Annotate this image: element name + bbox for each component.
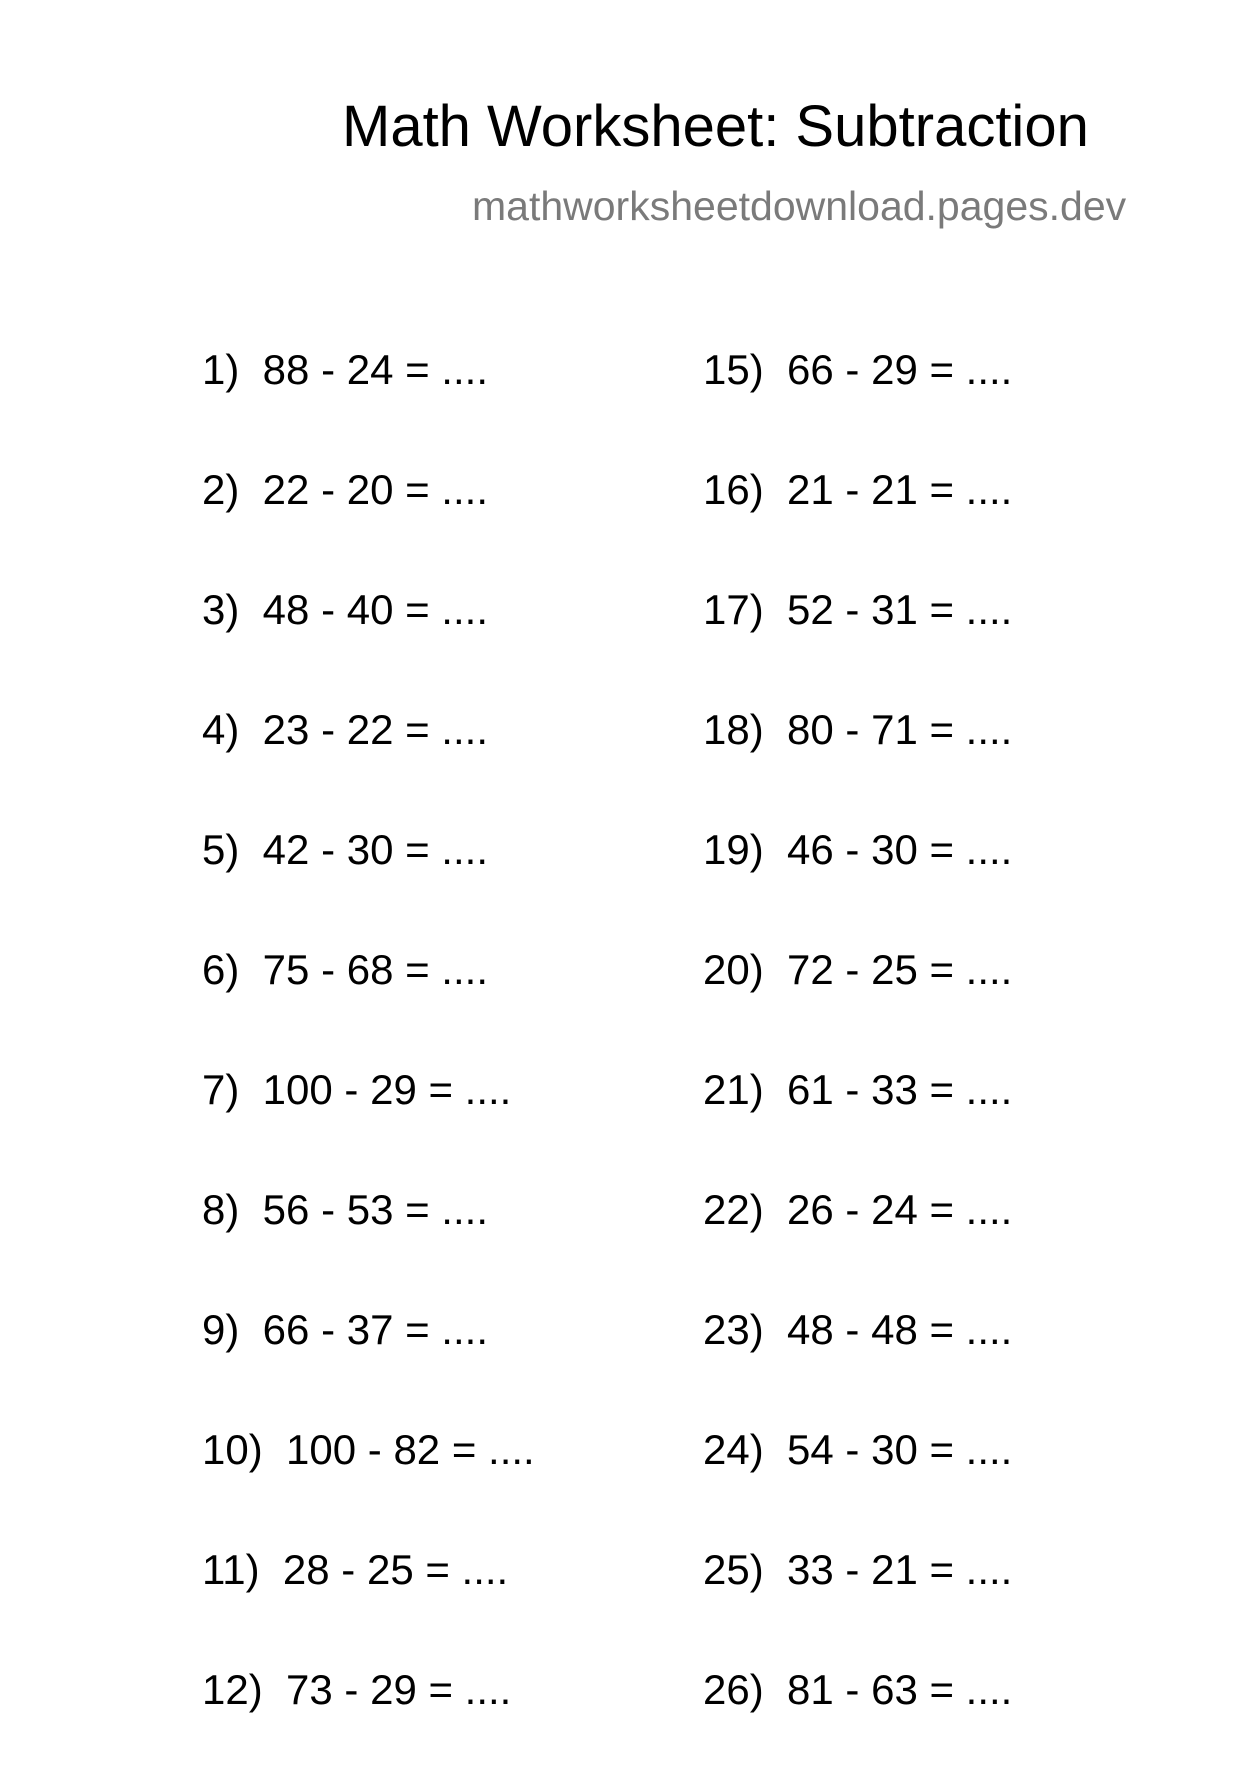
- problem-20: 20) 72 - 25 = ....: [703, 946, 1013, 993]
- problem-2: 2) 22 - 20 = ....: [202, 466, 488, 513]
- problem-18: 18) 80 - 71 = ....: [703, 706, 1013, 753]
- problem-list-left: [202, 346, 535, 1789]
- problem-21: 21) 61 - 33 = ....: [703, 1066, 1013, 1113]
- problem-list-right: [703, 346, 1013, 1789]
- problem-11: 11) 28 - 25 = ....: [202, 1546, 509, 1593]
- problem-3: 3) 48 - 40 = ....: [202, 586, 488, 633]
- problem-16: 16) 21 - 21 = ....: [703, 466, 1013, 513]
- problem-10: 10) 100 - 82 = ....: [202, 1426, 535, 1473]
- problem-9: 9) 66 - 37 = ....: [202, 1306, 488, 1353]
- problem-17: 17) 52 - 31 = ....: [703, 586, 1013, 633]
- problem-19: 19) 46 - 30 = ....: [703, 826, 1013, 873]
- problem-23: 23) 48 - 48 = ....: [703, 1306, 1013, 1353]
- problem-15: 15) 66 - 29 = ....: [703, 346, 1013, 393]
- problem-1: 1) 88 - 24 = ....: [202, 346, 488, 393]
- problem-5: 5) 42 - 30 = ....: [202, 826, 488, 873]
- problem-25: 25) 33 - 21 = ....: [703, 1546, 1013, 1593]
- problem-22: 22) 26 - 24 = ....: [703, 1186, 1013, 1233]
- problem-6: 6) 75 - 68 = ....: [202, 946, 488, 993]
- problem-12: 12) 73 - 29 = ....: [202, 1666, 512, 1713]
- problem-24: 24) 54 - 30 = ....: [703, 1426, 1013, 1473]
- problem-7: 7) 100 - 29 = ....: [202, 1066, 512, 1113]
- problem-26: 26) 81 - 63 = ....: [703, 1666, 1013, 1713]
- site-url: mathworksheetdownload.pages.dev: [472, 183, 1127, 229]
- problem-4: 4) 23 - 22 = ....: [202, 706, 488, 753]
- problem-8: 8) 56 - 53 = ....: [202, 1186, 488, 1233]
- page-title: Math Worksheet: Subtraction: [342, 94, 1089, 159]
